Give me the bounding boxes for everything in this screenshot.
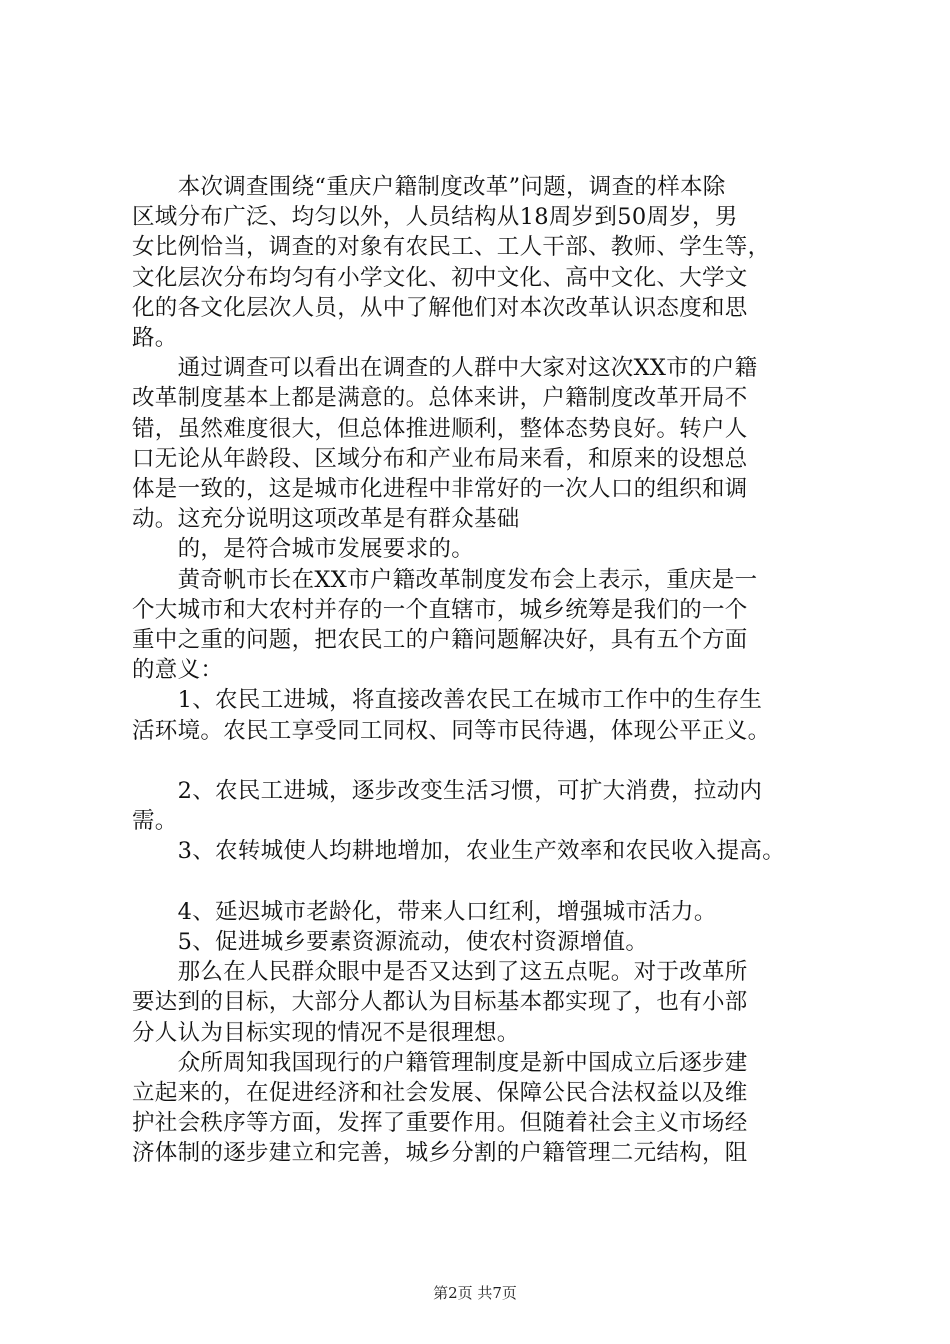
text-line: 文化层次分布均匀有小学文化、初中文化、高中文化、大学文 [132,264,748,291]
text-line: 济体制的逐步建立和完善，城乡分割的户籍管理二元结构，阻 [132,1140,748,1167]
text-line: 护社会秩序等方面，发挥了重要作用。但随着社会主义市场经 [132,1110,748,1137]
text-line: 5、促进城乡要素资源流动，使农村资源增值。 [132,929,649,955]
text-line: 的，是符合城市发展要求的。 [132,536,475,563]
page-footer: 第2页 共7页 [433,1284,517,1302]
text-line: 那么在人民群众眼中是否又达到了这五点呢。对于改革所 [132,959,748,986]
text-line: 3、农转城使人均耕地增加，农业生产效率和农民收入提高。 [132,838,786,865]
text-line: 女比例恰当，调查的对象有农民工、工人干部、教师、学生等， [132,234,771,261]
text-line: 2、农民工进城，逐步改变生活习惯，可扩大消费，拉动内 [132,778,763,804]
text-line: 路。 [132,325,178,351]
text-line: 活环境。农民工享受同工同权、同等市民待遇，体现公平正义。 [132,717,771,744]
text-line: 重中之重的问题，把农民工的户籍问题解决好，具有五个方面 [132,627,748,653]
text-line: 错，虽然难度很大，但总体推进顺利，整体态势良好。转户人 [132,415,748,442]
text-line: 的意义： [132,657,224,684]
text-line: 黄奇帆市长在XX市户籍改革制度发布会上表示，重庆是一 [132,566,758,593]
text-line: 口无论从年龄段、区域分布和产业布局来看，和原来的设想总 [132,445,748,472]
text-line: 个大城市和大农村并存的一个直辖市，城乡统筹是我们的一个 [132,596,748,623]
text-line: 分人认为目标实现的情况不是很理想。 [132,1019,520,1046]
text-line: 化的各文化层次人员，从中了解他们对本次改革认识态度和思 [132,294,748,321]
text-line: 要达到的目标，大部分人都认为目标基本都实现了，也有小部 [132,989,748,1016]
text-line: 改革制度基本上都是满意的。总体来讲，户籍制度改革开局不 [132,385,748,412]
text-line: 本次调查围绕“重庆户籍制度改革”问题，调查的样本除 [132,174,726,200]
text-line: 4、延迟城市老龄化，带来人口红利，增强城市活力。 [132,898,717,925]
text-line: 需。 [132,808,178,835]
text-line: 众所周知我国现行的户籍管理制度是新中国成立后逐步建 [132,1049,748,1076]
text-line: 通过调查可以看出在调查的人群中大家对这次XX市的户籍 [132,355,758,382]
text-line: 体是一致的，这是城市化进程中非常好的一次人口的组织和调 [132,476,748,502]
text-line: 区域分布广泛、均匀以外，人员结构从18周岁到50周岁，男 [132,204,738,231]
text-line: 1、农民工进城，将直接改善农民工在城市工作中的生存生 [132,687,763,714]
text-line: 动。这充分说明这项改革是有群众基础 [132,506,520,533]
text-line: 立起来的，在促进经济和社会发展、保障公民合法权益以及维 [132,1080,748,1106]
